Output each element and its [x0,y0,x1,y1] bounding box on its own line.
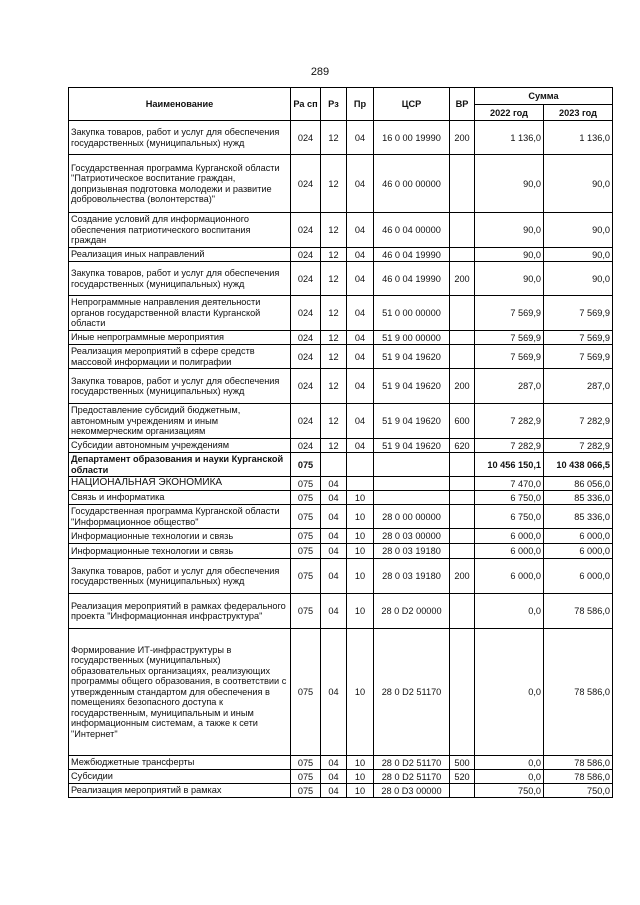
cell-y2023: 1 136,0 [544,121,613,155]
cell-pr: 10 [347,544,374,559]
cell-rz: 12 [321,262,347,296]
cell-name: Реализация мероприятий в сфере средств массовой информации и полиграфии [69,345,291,369]
cell-rasp: 024 [291,262,321,296]
cell-csr: 28 0 03 19180 [374,544,450,559]
cell-rasp: 075 [291,477,321,491]
cell-y2023: 90,0 [544,213,613,248]
cell-rz: 04 [321,784,347,798]
cell-rz: 04 [321,491,347,505]
cell-pr: 04 [347,439,374,453]
cell-pr: 04 [347,213,374,248]
cell-vr [450,784,475,798]
cell-name: Закупка товаров, работ и услуг для обеспечения государственных (муниципальных) нужд [69,559,291,594]
cell-y2022: 7 569,9 [475,296,544,331]
cell-pr: 04 [347,404,374,439]
cell-rasp: 024 [291,331,321,345]
cell-rz: 12 [321,248,347,262]
cell-y2023: 7 569,9 [544,345,613,369]
cell-rz: 04 [321,477,347,491]
cell-name: НАЦИОНАЛЬНАЯ ЭКОНОМИКА [69,477,291,491]
cell-csr: 28 0 D2 51170 [374,629,450,756]
cell-vr [450,155,475,213]
cell-name: Формирование ИТ-инфраструктуры в государственных (муниципальных) образовательных организациях, реализующих программы общего образования, в соответствии с утвержденным стандартом для обеспечения в помещениях безопасного доступа к государственным, муниципальным и иным информационным системам, а также к сети "Интернет" [69,629,291,756]
cell-rasp: 075 [291,529,321,544]
cell-pr: 10 [347,784,374,798]
cell-rasp: 024 [291,121,321,155]
cell-pr: 04 [347,248,374,262]
cell-rasp: 024 [291,439,321,453]
cell-y2022: 6 000,0 [475,529,544,544]
table-row [69,439,613,453]
cell-rasp: 024 [291,213,321,248]
cell-rz: 12 [321,331,347,345]
cell-name: Департамент образования и науки Курганской области [69,453,291,477]
cell-rasp: 075 [291,453,321,477]
table-row [69,784,613,798]
cell-y2023: 85 336,0 [544,505,613,529]
cell-y2023: 7 282,9 [544,404,613,439]
cell-name: Закупка товаров, работ и услуг для обеспечения государственных (муниципальных) нужд [69,369,291,404]
cell-name: Непрограммные направления деятельности органов государственной власти Курганской области [69,296,291,331]
table-row [69,594,613,629]
cell-vr [450,629,475,756]
cell-y2022: 287,0 [475,369,544,404]
table-row [69,262,613,296]
cell-y2023: 78 586,0 [544,756,613,770]
cell-pr: 10 [347,559,374,594]
cell-csr: 51 0 00 00000 [374,296,450,331]
cell-y2022: 90,0 [475,155,544,213]
table-row [69,248,613,262]
cell-rasp: 075 [291,770,321,784]
cell-rasp: 024 [291,345,321,369]
cell-csr: 28 0 03 19180 [374,559,450,594]
cell-vr [450,345,475,369]
cell-rasp: 075 [291,559,321,594]
cell-y2022: 6 750,0 [475,505,544,529]
cell-y2023: 90,0 [544,155,613,213]
cell-rz: 12 [321,213,347,248]
cell-rz: 12 [321,369,347,404]
cell-y2023: 90,0 [544,262,613,296]
table-row [69,331,613,345]
cell-rasp: 075 [291,784,321,798]
cell-csr: 51 9 04 19620 [374,345,450,369]
cell-vr [450,248,475,262]
cell-rasp: 075 [291,544,321,559]
header-rasp: Ра сп [291,88,321,121]
table-row [69,369,613,404]
cell-name: Субсидии [69,770,291,784]
cell-y2022: 0,0 [475,770,544,784]
cell-vr [450,331,475,345]
cell-y2022: 6 750,0 [475,491,544,505]
header-pr: Пр [347,88,374,121]
cell-vr [450,491,475,505]
header-rz: Рз [321,88,347,121]
cell-y2022: 7 282,9 [475,404,544,439]
cell-rz: 04 [321,529,347,544]
cell-csr [374,477,450,491]
cell-y2023: 750,0 [544,784,613,798]
cell-pr: 04 [347,121,374,155]
cell-vr: 600 [450,404,475,439]
cell-y2022: 6 000,0 [475,544,544,559]
cell-pr: 04 [347,345,374,369]
cell-csr: 46 0 04 00000 [374,213,450,248]
header-name: Наименование [69,88,291,121]
cell-name: Реализация мероприятий в рамках [69,784,291,798]
cell-csr: 28 0 03 00000 [374,529,450,544]
cell-y2022: 10 456 150,1 [475,453,544,477]
table-row [69,491,613,505]
cell-csr: 51 9 04 19620 [374,404,450,439]
cell-name: Информационные технологии и связь [69,544,291,559]
cell-csr: 46 0 04 19990 [374,262,450,296]
cell-y2022: 1 136,0 [475,121,544,155]
cell-y2023: 78 586,0 [544,629,613,756]
cell-csr: 46 0 04 19990 [374,248,450,262]
cell-csr: 28 0 D2 51170 [374,770,450,784]
cell-rz: 04 [321,770,347,784]
table-row [69,770,613,784]
cell-rasp: 024 [291,404,321,439]
page-number: 289 [310,66,330,78]
table-row [69,559,613,594]
cell-rz: 12 [321,345,347,369]
cell-y2023: 7 569,9 [544,331,613,345]
cell-pr: 10 [347,491,374,505]
cell-vr [450,213,475,248]
cell-vr [450,505,475,529]
cell-csr: 16 0 00 19990 [374,121,450,155]
cell-name: Информационные технологии и связь [69,529,291,544]
cell-rasp: 075 [291,491,321,505]
cell-rasp: 024 [291,248,321,262]
cell-y2022: 6 000,0 [475,559,544,594]
cell-pr: 10 [347,505,374,529]
cell-csr: 51 9 00 00000 [374,331,450,345]
cell-vr: 520 [450,770,475,784]
cell-name: Закупка товаров, работ и услуг для обеспечения государственных (муниципальных) нужд [69,121,291,155]
cell-rasp: 075 [291,629,321,756]
table-row [69,296,613,331]
cell-y2022: 0,0 [475,594,544,629]
cell-vr: 200 [450,559,475,594]
cell-y2022: 7 282,9 [475,439,544,453]
cell-rz: 04 [321,559,347,594]
cell-pr [347,477,374,491]
table-row [69,345,613,369]
table-row [69,213,613,248]
cell-rz: 12 [321,404,347,439]
cell-csr: 28 0 D3 00000 [374,784,450,798]
table-row [69,529,613,544]
table-row [69,505,613,529]
cell-vr [450,529,475,544]
cell-y2023: 287,0 [544,369,613,404]
cell-name: Создание условий для информационного обеспечения патриотического воспитания граждан [69,213,291,248]
cell-rz: 04 [321,505,347,529]
cell-rz: 04 [321,544,347,559]
cell-pr: 04 [347,155,374,213]
cell-rz: 12 [321,121,347,155]
cell-y2022: 7 569,9 [475,331,544,345]
cell-pr: 10 [347,770,374,784]
cell-pr: 04 [347,296,374,331]
cell-csr: 28 0 00 00000 [374,505,450,529]
cell-csr [374,491,450,505]
cell-y2023: 86 056,0 [544,477,613,491]
cell-rz: 04 [321,629,347,756]
cell-vr: 200 [450,369,475,404]
cell-pr [347,453,374,477]
cell-name: Субсидии автономным учреждениям [69,439,291,453]
cell-y2022: 750,0 [475,784,544,798]
table-row [69,544,613,559]
cell-rasp: 024 [291,155,321,213]
table-row [69,121,613,155]
header-vr: ВР [450,88,475,121]
cell-rasp: 075 [291,756,321,770]
cell-pr: 10 [347,756,374,770]
cell-y2023: 90,0 [544,248,613,262]
header-csr: ЦСР [374,88,450,121]
cell-rasp: 024 [291,369,321,404]
cell-rasp: 075 [291,594,321,629]
cell-vr: 200 [450,262,475,296]
table-row [69,404,613,439]
cell-name: Предоставление субсидий бюджетным, автономным учреждениям и иным некоммерческим организациям [69,404,291,439]
cell-y2023: 6 000,0 [544,529,613,544]
cell-name: Реализация иных направлений [69,248,291,262]
cell-rz: 12 [321,296,347,331]
table-row [69,155,613,213]
cell-pr: 10 [347,594,374,629]
table-row [69,756,613,770]
cell-vr [450,594,475,629]
cell-csr: 28 0 D2 00000 [374,594,450,629]
cell-vr [450,296,475,331]
table-body [69,121,613,798]
cell-y2023: 78 586,0 [544,594,613,629]
cell-y2022: 7 569,9 [475,345,544,369]
cell-name: Межбюджетные трансферты [69,756,291,770]
cell-vr [450,544,475,559]
cell-y2023: 6 000,0 [544,559,613,594]
cell-pr: 04 [347,369,374,404]
cell-pr: 10 [347,529,374,544]
header-sum: Сумма [475,88,613,105]
cell-vr [450,477,475,491]
cell-csr: 51 9 04 19620 [374,439,450,453]
budget-table [68,87,613,798]
header-year-2023: 2023 год [544,105,613,121]
table-row [69,629,613,756]
cell-csr: 46 0 00 00000 [374,155,450,213]
cell-rz: 04 [321,594,347,629]
cell-vr: 200 [450,121,475,155]
cell-csr: 28 0 D2 51170 [374,756,450,770]
cell-y2022: 90,0 [475,213,544,248]
header-year-2022: 2022 год [475,105,544,121]
cell-y2023: 6 000,0 [544,544,613,559]
cell-y2022: 0,0 [475,756,544,770]
cell-y2022: 7 470,0 [475,477,544,491]
cell-y2023: 10 438 066,5 [544,453,613,477]
cell-name: Связь и информатика [69,491,291,505]
cell-rz [321,453,347,477]
cell-pr: 04 [347,262,374,296]
cell-vr [450,453,475,477]
cell-rz: 12 [321,439,347,453]
cell-csr [374,453,450,477]
cell-rz: 12 [321,155,347,213]
cell-rz: 04 [321,756,347,770]
cell-y2022: 90,0 [475,262,544,296]
cell-pr: 04 [347,331,374,345]
cell-y2023: 85 336,0 [544,491,613,505]
cell-y2023: 78 586,0 [544,770,613,784]
cell-name: Государственная программа Курганской области "Информационное общество" [69,505,291,529]
cell-y2022: 90,0 [475,248,544,262]
cell-vr: 500 [450,756,475,770]
cell-rasp: 024 [291,296,321,331]
cell-name: Государственная программа Курганской области "Патриотическое воспитание граждан, допризывная подготовка молодежи и развитие добровольчества (волонтерства)" [69,155,291,213]
cell-name: Закупка товаров, работ и услуг для обеспечения государственных (муниципальных) нужд [69,262,291,296]
table-row [69,477,613,491]
cell-csr: 51 9 04 19620 [374,369,450,404]
cell-vr: 620 [450,439,475,453]
cell-y2023: 7 569,9 [544,296,613,331]
cell-pr: 10 [347,629,374,756]
cell-name: Реализация мероприятий в рамках федерального проекта "Информационная инфраструктура" [69,594,291,629]
cell-y2022: 0,0 [475,629,544,756]
cell-y2023: 7 282,9 [544,439,613,453]
cell-rasp: 075 [291,505,321,529]
table-row [69,453,613,477]
cell-name: Иные непрограммные мероприятия [69,331,291,345]
